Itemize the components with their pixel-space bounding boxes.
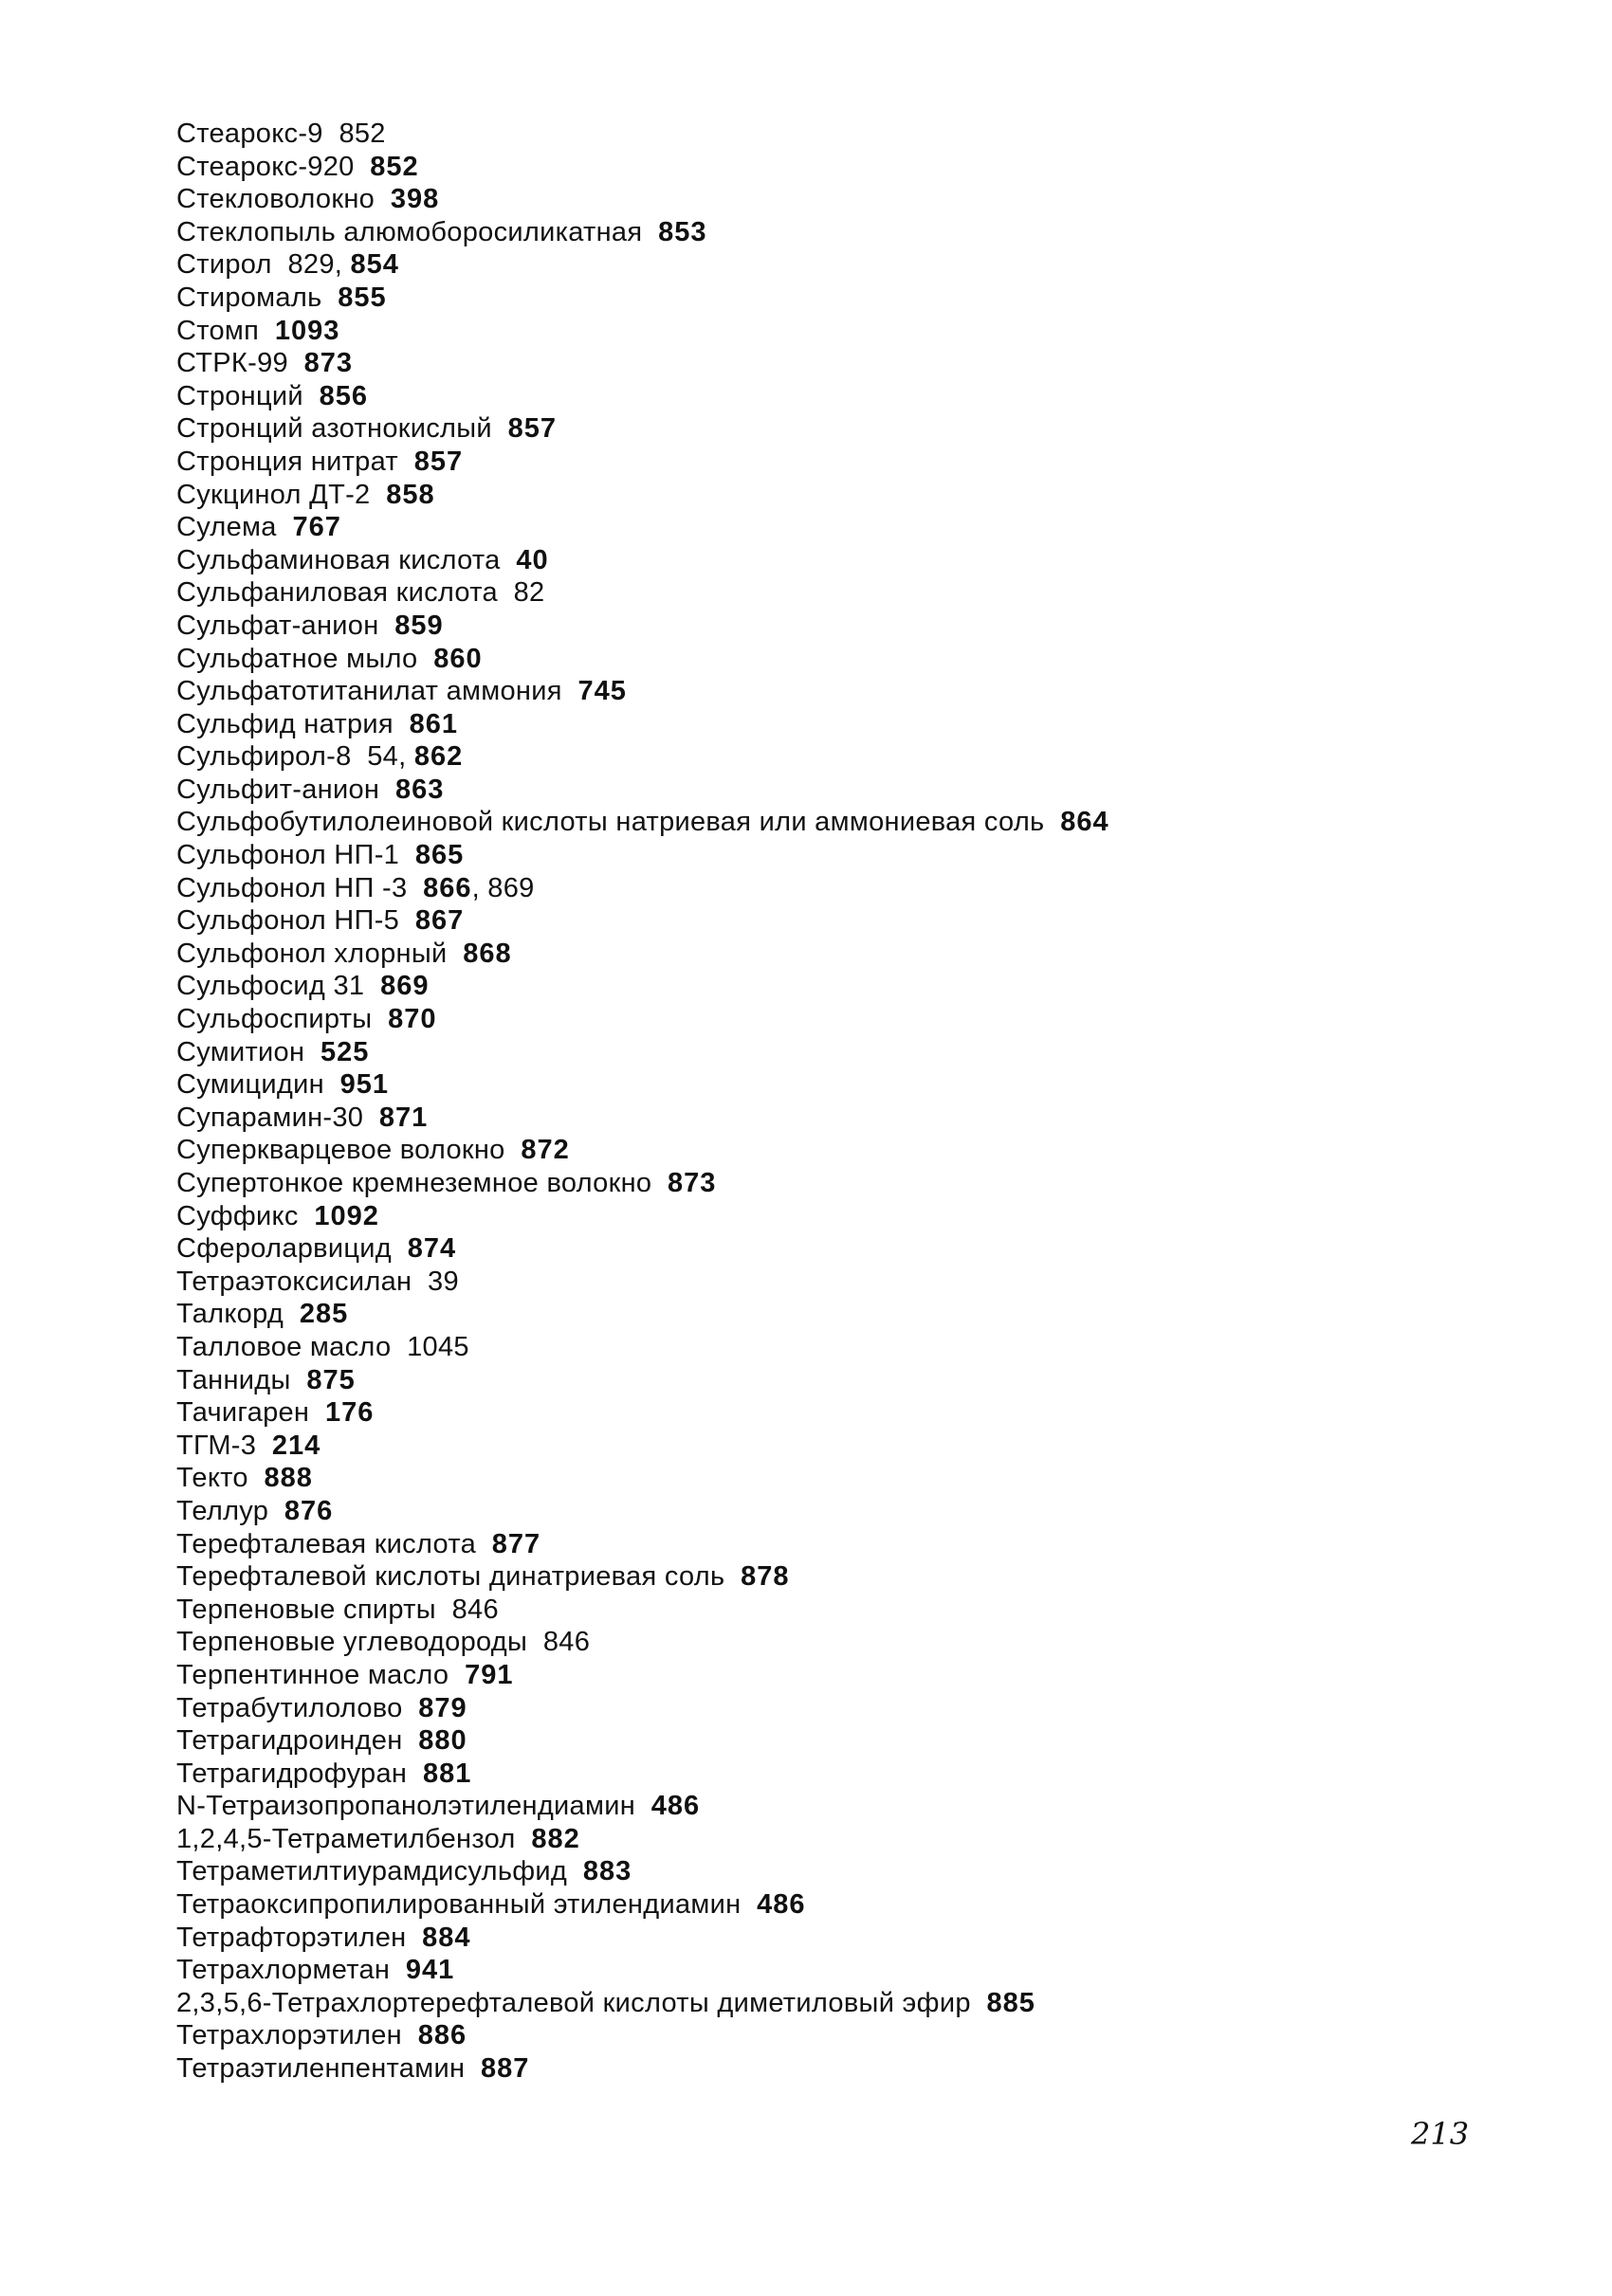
page-reference: 829 [287,249,335,281]
index-entry [176,1134,1523,1167]
page-reference: 285 [299,1299,349,1330]
index-entry [176,1922,1523,1955]
index-entry [176,1659,1523,1692]
index-entry [176,970,1523,1003]
page-reference: 1045 [407,1331,469,1362]
page-reference: 869 [487,872,535,903]
index-term: Стронций [176,380,303,411]
index-term: Тетрахлорметан [176,1955,391,1986]
index-entry [176,1528,1523,1561]
page-reference: 40 [516,544,549,575]
index-entry [176,347,1523,380]
page-reference: 868 [463,938,512,969]
index-entry [176,1692,1523,1725]
index-term: ТГМ-3 [176,1430,257,1461]
index-term: Тетрафторэтилен [176,1922,407,1953]
index-entry [176,576,1523,610]
page-reference: 867 [414,905,465,937]
index-term: Сферолaрвицид [176,1233,392,1265]
page-reference: 885 [986,1987,1035,2018]
page-reference: 852 [339,118,386,149]
index-term: Терпентинное масло [176,1659,449,1690]
index-entry [176,643,1523,676]
index-term: Сумитион [176,1036,305,1067]
page-reference: 860 [433,643,483,674]
index-entry [176,282,1523,315]
page-reference: 862 [413,741,464,773]
index-entry [176,774,1523,807]
page-reference: 859 [394,610,444,641]
index-term: Сульфонол НП-5 [176,905,400,937]
page-reference: 39 [428,1266,459,1297]
index-term: Тетраметилтиурамдисульфид [176,1856,568,1887]
index-entry [176,511,1523,544]
index-term: Сульфаминовая кислота [176,544,501,575]
index-term: Тетраоксипропилированный этилендиамин [176,1889,742,1921]
page-reference: 853 [658,216,707,247]
page-reference: 857 [413,446,464,477]
page-reference: 865 [414,840,465,871]
page-reference: 877 [491,1528,541,1559]
index-entry [176,806,1523,839]
index-term: Талкорд [176,1299,284,1330]
page-reference: 873 [668,1168,717,1198]
index-entry [176,1888,1523,1922]
page-reference: 82 [513,577,545,609]
index-entry [176,216,1523,249]
page-reference: 861 [409,708,459,739]
index-term: Сульфонол НП -3 [176,872,408,903]
page-reference: 869 [380,971,430,1002]
index-term: Стомп [176,315,260,346]
index-entry [176,904,1523,938]
index-entry: Стирол 829, 854 [176,249,399,281]
page-reference: 879 [418,1692,467,1723]
index-entry [176,1724,1523,1758]
index-term: Сумицидин [176,1069,324,1101]
index-term: Тачигарен [176,1397,310,1429]
page-reference: 854 [350,249,399,281]
index-entry [176,412,1523,446]
index-entry [176,675,1523,708]
index-entry [176,1495,1523,1528]
index-entry [176,1954,1523,1987]
index-term: Стекловолокно [176,184,376,215]
index-entry [176,1167,1523,1200]
index-entry [176,1823,1523,1856]
page-number: 213 [1411,2116,1470,2152]
page-reference: 886 [417,2020,467,2051]
index-entry [176,1266,1523,1299]
page-reference: 486 [757,1889,806,1921]
index-entry [176,1987,1523,2020]
index-term: Сулема [176,512,277,543]
index-entry [176,1036,1523,1069]
index-entry [176,1855,1523,1888]
page-reference: 874 [407,1233,457,1265]
index-term: Сульфирол-8 [176,741,352,773]
index-term: Тетраэтоксисилан [176,1266,412,1297]
page-reference: 767 [292,512,341,543]
index-term: Суперкварцевое волокно [176,1135,505,1166]
index-term: Суффикс [176,1200,299,1231]
index-entry [176,1430,1523,1463]
page-reference: 878 [741,1561,790,1593]
page-reference: 525 [321,1036,370,1067]
index-entry [176,446,1523,479]
index-term: Супарамин-30 [176,1102,364,1133]
page-reference: 941 [405,1955,455,1986]
index-term: Терефталевой кислоты динатриевая соль [176,1561,725,1593]
index-term: Сульфобутилолеиновой кислоты натриевая или аммониевая соль [176,807,1045,838]
index-entry [176,1102,1523,1135]
index-entry [176,1560,1523,1594]
page-reference: 882 [531,1823,580,1854]
index-entry [176,1626,1523,1659]
page-reference: 873 [303,348,354,379]
page-reference: 214 [271,1430,321,1461]
index-term: Сукцинол ДТ-2 [176,479,371,510]
page-reference: 880 [418,1725,467,1757]
page-reference: 864 [1060,807,1109,838]
index-term: Стеклопыль алюмоборосиликатная [176,216,643,247]
page-reference: 857 [507,413,558,445]
index-term: 1,2,4,5-Тетраметилбензол [176,1823,516,1854]
page-reference: 883 [582,1856,632,1887]
index-entry [176,938,1523,971]
index-entry [176,2052,1523,2086]
index-term: Сульфонол хлорный [176,938,448,969]
index-entry [176,1298,1523,1331]
index-term: Сульфат-анион [176,610,379,641]
index-term: СТРК-99 [176,348,288,379]
index-list [176,118,1523,2086]
index-entry [176,1594,1523,1627]
index-entry [176,151,1523,184]
index-entry [176,380,1523,413]
index-term: Талловое масло [176,1331,392,1362]
page-reference: 486 [650,1791,701,1822]
page-reference: 176 [324,1397,375,1429]
page-reference: 875 [306,1364,356,1395]
index-term: Сульфонол НП-1 [176,840,400,871]
page-reference: 888 [264,1463,313,1494]
index-entry [176,1758,1523,1791]
index-term: Стеарокс-9 [176,118,323,149]
index-entry [176,183,1523,216]
index-term: Тетрагидроинден [176,1725,403,1757]
index-entry: Сульфонол НП -3 866, 869 [176,872,535,903]
index-term: Стронций азотнокислый [176,413,492,445]
index-entry [176,1068,1523,1102]
index-term: Тетраэтиленпентамин [176,2053,466,2085]
index-term: Тетрахлорэтилен [176,2020,403,2051]
index-term: Супертонкое кремнеземное волокно [176,1168,652,1198]
index-entry [176,544,1523,577]
index-entry [176,1331,1523,1364]
index-term: Стиромаль [176,282,322,313]
index-entry [176,1232,1523,1266]
page-reference: 1093 [274,315,340,346]
page-reference: 884 [422,1922,471,1953]
index-entry [176,118,1523,151]
page-reference: 745 [577,676,627,707]
index-entry [176,1396,1523,1430]
index-term: Стронция нитрат [176,446,398,477]
index-term: Терпеновые углеводороды [176,1627,528,1658]
index-term: 2,3,5,6-Тетрахлортерефталевой кислоты диметиловый эфир [176,1987,971,2018]
index-term: Тетрабутилолово [176,1692,403,1723]
index-term: Терефталевая кислота [176,1528,477,1559]
page-reference: 876 [284,1495,334,1526]
index-term: Сульфосид 31 [176,971,365,1002]
page-reference: 858 [386,479,435,510]
index-entry [176,2019,1523,2052]
page-reference: 846 [542,1627,591,1658]
page-reference: 54 [367,741,399,773]
index-term: Сульфатотитанилат аммония [176,676,562,707]
page-reference: 863 [394,774,445,805]
index-entry [176,1003,1523,1036]
index-term: Сульфоспирты [176,1004,373,1035]
index-term: Сульфатное мыло [176,643,418,674]
index-entry [176,1364,1523,1397]
page-reference: 951 [339,1069,390,1101]
index-entry [176,315,1523,348]
page-reference: 866 [423,872,472,903]
index-term: N-Тетраизопропанолэтилендиамин [176,1791,636,1822]
page-reference: 870 [388,1004,437,1035]
index-term: Текто [176,1463,248,1494]
page-reference: 856 [319,380,369,411]
index-entry: Сульфирол-8 54, 862 [176,741,464,773]
index-entry [176,839,1523,872]
index-term: Тетрагидрофуран [176,1758,408,1789]
index-entry [176,708,1523,741]
index-term: Теллур [176,1495,269,1526]
index-term: Сульфаниловая кислота [176,577,498,609]
index-term: Сульфид натрия [176,708,394,739]
index-entry [176,1790,1523,1823]
page-reference: 791 [465,1659,514,1690]
page-reference: 852 [370,151,419,182]
page-reference: 887 [481,2053,530,2085]
page-reference: 1092 [314,1200,379,1231]
index-entry [176,1200,1523,1233]
page-reference: 846 [451,1594,499,1625]
index-entry [176,479,1523,512]
index-term: Стирол [176,249,272,281]
index-term: Стеарокс-920 [176,151,355,182]
page-reference: 872 [521,1135,570,1166]
page-reference: 855 [338,282,387,313]
page-reference: 881 [422,1758,472,1789]
index-term: Сульфит-анион [176,774,380,805]
page-reference: 871 [378,1102,429,1133]
index-entry [176,610,1523,643]
index-entry [176,1462,1523,1495]
index-term: Терпеновые спирты [176,1594,436,1625]
index-term: Танниды [176,1364,291,1395]
page-reference: 398 [390,184,440,215]
